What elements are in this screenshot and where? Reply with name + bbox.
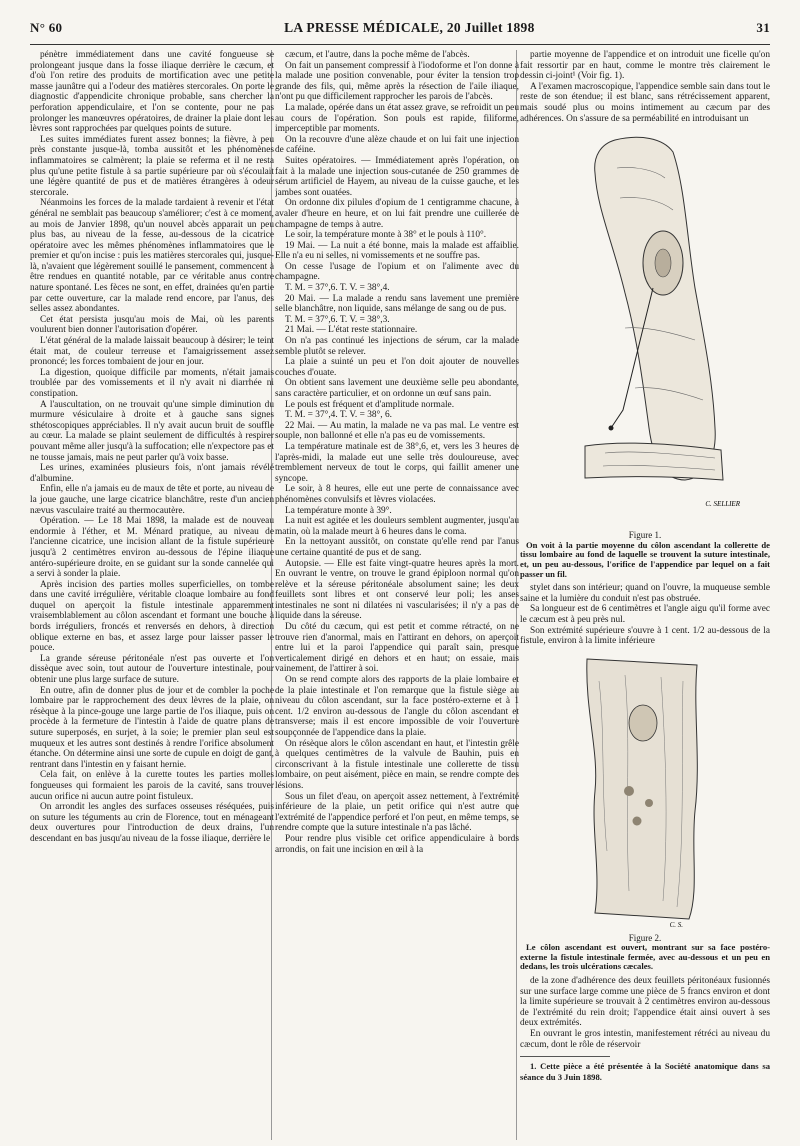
figure-1-illustration <box>545 128 745 528</box>
paragraph: Du côté du cæcum, qui est petit et comme rétracté, on ne trouve rien d'anormal, mais en l'attirant en dehors, on aperçoit entre lui et la paroi l'appendice qui paraît sain, presque verticalement dirigé en dehors et en haut; on essaie, mais vainement, de l'attirer à soi. <box>275 622 519 675</box>
paragraph: stylet dans son intérieur; quand on l'ouvre, la muqueuse semble saine et la lumière du conduit n'est pas obstruée. <box>520 583 770 604</box>
paragraph: Néanmoins les forces de la malade tardaient à revenir et l'état général ne semblait pas beaucoup s'améliorer; c'est à ce moment, au mois de Janvier 1898, qu'un nouvel abcès apparait un peu plus bas, au niveau de la fesse, au-dessous de la cicatrice opératoire avec les mêmes phénomènes inflammatoires que le premier et qu'on incise : puis les matières stercorales qui, jusque-là, n'avaient que légèrement souillé le pansement, commencent à être rendues en quantité notable, par ce véritable anus contre nature spontané. Les fèces ne sont, en effet, drainées qu'en partie par cette ouverture, car la malade rend encore, par l'anus, des selles assez abondantes. <box>30 198 274 315</box>
paragraph: En outre, afin de donner plus de jour et de combler la poche lombaire par le rapprochement des deux lèvres de la plaie, on résèque à la pince-gouge une large partie de l'os iliaque, puis on procède à la fermeture de l'intestin à l'aide de quatre plans de suture superposés, en surjet, à la soie; le premier plan seul est muqueux et les autres sont destinés à rendre l'orifice absolument étanche. On détermine ainsi une sorte de cupule en doigt de gant, rentrant dans l'intestin en y faisant hernie. <box>30 685 274 770</box>
paragraph: Après incision des parties molles superficielles, on tombe dans une cavité irrégulière, véritable cloaque lombaire au fond duquel on aperçoit la fistule intestinale apparemment vraisemblablement au côlon ascendant et formant une bouche à bords irréguliers, froncés et renversés en dehors, à direction oblique externe en bas, et assez large pour laisser passer le pouce. <box>30 579 274 654</box>
paragraph: 20 Mai. — La malade a rendu sans lavement une première selle blanchâtre, non liquide, sans mélange de sang ou de pus. <box>275 293 519 315</box>
ulceration-drawing <box>633 816 642 825</box>
paragraph: partie moyenne de l'appendice et on introduit une ficelle qu'on fait ressortir par en haut, comme le montre très clairement le dessin ci-joint¹ (Voir fig. 1). <box>520 50 770 82</box>
figure-2-illustration <box>565 651 725 931</box>
issue-number: N° 60 <box>30 20 63 35</box>
paragraph: La grande séreuse péritonéale n'est pas ouverte et l'on dissèque avec soin, tout autour de l'ouverture intestinale, pour obtenir une plus large surface de suture. <box>30 653 274 686</box>
paragraph: T. M. = 37°,4. T. V. = 38°, 6. <box>285 410 392 421</box>
paragraph: La malade, opérée dans un état assez grave, se refroidit un peu au cours de l'opération. Son pouls est rapide, filiforme, imperceptible par moments. <box>275 102 519 135</box>
paragraph: La température monte à 39°. <box>285 505 392 516</box>
paragraph: Sous un filet d'eau, on aperçoit assez nettement, à l'extrémité inférieure de la plaie, un petit orifice qui n'est autre que l'extrémité de l'appendice perforé et l'on peut, en même temps, se rendre compte que la suture intestinale n'a pas lâché. <box>275 791 519 834</box>
paragraph: On cesse l'usage de l'opium et on l'alimente avec du champagne. <box>275 261 519 283</box>
paragraph: 22 Mai. — Au matin, la malade ne va pas mal. Le ventre est souple, non ballonné et elle n'a pas eu de vomissements. <box>275 420 519 442</box>
paragraph: La température matinale est de 38°,6, et, vers les 3 heures de l'après-midi, la malade eut une selle très douloureuse, avec tremblement nerveux de tout le corps, qui faillit amener une syncope. <box>275 441 519 484</box>
paragraph: Cela fait, on enlève à la curette toutes les parties molles fongueuses qui formaient les parois de la cavité, sans trouver aucun orifice ni aucun autre point fistuleux. <box>30 770 274 802</box>
page-number: 31 <box>756 20 770 35</box>
closed-fistula-drawing <box>629 705 657 741</box>
paragraph: La digestion, quoique difficile par moments, n'était jamais troublée par des vomissements et il n'y avait ni diarrhée ni constipation. <box>30 367 274 399</box>
paragraph: 21 Mai. — L'état reste stationnaire. <box>285 325 418 336</box>
footnote-rule <box>520 1056 610 1057</box>
running-header <box>30 20 770 42</box>
paragraph: On résèque alors le côlon ascendant en haut, et l'intestin grêle à quelques centimètres de la valvule de Bauhin, puis en circonscrivant à la fistule intestinale une collerette de tissu lombaire, on peut aisément, pièce en main, se rendre compte des lésions. <box>275 738 519 791</box>
figure-2-signature: C. S. <box>669 920 683 929</box>
footnote: 1. Cette pièce a été présentée à la Société anatomique dans sa séance du 3 Juin 1898. <box>520 1061 770 1082</box>
paragraph: On n'a pas continué les injections de sérum, car la malade semble plutôt se relever. <box>275 336 519 357</box>
paragraph: La nuit est agitée et les douleurs semblent augmenter, jusqu'au matin, où la malade meurt à 6 heures dans le coma. <box>275 516 519 537</box>
paragraph: On ordonne dix pilules d'opium de 1 centigramme chacune, à avaler d'heure en heure, et on lui fait prendre une cuillerée de champagne de temps à autre. <box>275 198 519 230</box>
paragraph: Le pouls est fréquent et d'amplitude normale. <box>285 399 455 410</box>
paragraph: On la recouvre d'une alèze chaude et on lui fait une injection de caféine. <box>275 134 519 156</box>
figure-1-signature: C. SELLIER <box>705 500 740 509</box>
paragraph: 19 Mai. — La nuit a été bonne, mais la malade est affaiblie. Elle n'a eu ni selles, ni vomissements et ne souffre pas. <box>275 240 519 262</box>
column-left <box>30 50 274 1140</box>
paragraph: Les suites immédiates furent assez bonnes; la fièvre, à peu près constante jusque-là, tomba aussitôt et les phénomènes inflammatoires se calmèrent; la plaie se referma et il ne resta plus qu'une petite fistule à sa partie supérieure par où s'écoulait une légère quantité de pus et de matières étrangères à odeur stercorale. <box>30 134 274 198</box>
paragraph: pénètre immédiatement dans une cavité fongueuse se prolongeant jusque dans la fosse iliaque derrière le cæcum, et d'où l'on retire des produits de mortification avec une petite masse jaunâtre qui a l'odeur des matières stercorales. On porte le diagnostic d'appendicite chronique probable, sans chercher la perforation appendiculaire, et l'on se contente, pour ne pas prolonger les manœuvres opératoires, de drainer la plaie dont les lèvres sont rapprochées par quelques points de suture. <box>30 50 274 135</box>
ulceration-drawing <box>645 799 653 807</box>
ulceration-drawing <box>624 786 634 796</box>
paragraph: Cet état persista jusqu'au mois de Mai, où les parents voulurent bien donner l'autorisation d'opérer. <box>30 314 274 336</box>
paragraph: Le soir, à 8 heures, elle eut une perte de connaissance avec phénomènes convulsifs et lèvres violacées. <box>275 484 519 505</box>
paragraph: Suites opératoires. — Immédiatement après l'opération, on fait à la malade une injection sous-cutanée de 250 grammes de sérum artificiel de Hayem, au niveau de la cuisse gauche, et les jambes sont ouatées. <box>275 155 519 198</box>
column-middle <box>275 50 519 1140</box>
paragraph: T. M. = 37°,6. T. V. = 38°,3. <box>285 314 390 325</box>
paragraph: En la nettoyant aussitôt, on constate qu'elle rend par l'anus une certaine quantité de pus et de sang. <box>275 537 519 558</box>
paragraph: Son extrémité supérieure s'ouvre à 1 cent. 1/2 au-dessous de la fistule, environ à la limite inférieure <box>520 625 770 647</box>
figure-2-caption: Le côlon ascendant est ouvert, montrant sur sa face postéro-externe la fistule intestinale fermée, avec au-dessous et un peu en dedans, les trois ulcérations cæcales. <box>520 942 770 972</box>
paragraph: A l'examen macroscopique, l'appendice semble sain dans tout le reste de son étendue; il est blanc, sans rétrécissement apparent, mais soudé plus ou moins intimement au cæcum par des adhérences. On s'assure de sa perméabilité en introduisant un <box>520 81 770 124</box>
paragraph: Autopsie. — Elle est faite vingt-quatre heures après la mort. En ouvrant le ventre, on trouve le grand épiploon normal qu'on relève et la séreuse péritonéale absolument saine; les deux feuillets sont libres et ont conservé leur poli; les anses intestinales ne sont ni dilatées ni vascularisées; il n'y a pas de liquide dans la séreuse. <box>275 558 519 622</box>
paragraph: On se rend compte alors des rapports de la plaie lombaire et de la plaie intestinale et l'on remarque que la fistule siège au niveau du côlon ascendant, sur la face postéro-externe et à 1 cent. 1/2 environ au-dessous de l'angle du côlon ascendant et transverse; mais il est encore impossible de voir l'ouverture soupçonnée de l'appendice dans la plaie. <box>275 675 519 738</box>
header-rule <box>30 44 770 45</box>
figure-2-title: Figure 2. <box>628 932 662 943</box>
paragraph: On arrondit les angles des surfaces osseuses réséquées, puis on suture les téguments au crin de Florence, tout en ménageant deux ouvertures pour l'introduction de deux drains, l'un descendant en bas jusqu'au niveau de la fosse iliaque, derrière le <box>30 802 274 844</box>
paragraph: cæcum, et l'autre, dans la poche même de l'abcès. <box>285 50 470 60</box>
paragraph: Le soir, la température monte à 38° et le pouls à 110°. <box>285 230 487 241</box>
small-intestine-drawing <box>585 443 723 480</box>
paragraph: La plaie a suinté un peu et l'on doit ajouter de nouvelles couches d'ouate. <box>275 357 519 378</box>
paragraph: L'état général de la malade laissait beaucoup à désirer; le teint était mat, de couleur terreuse et l'amaigrissement assez prononcé; les forces tombaient de jour en jour. <box>30 336 274 368</box>
figure-1-caption: On voit à la partie moyenne du côlon ascendant la collerette de tissu lombaire au fond de laquelle se trouvent la suture intestinale, et, un peu au-dessous, l'orifice de l'appendice par lequel on a fait passer un fil. <box>520 539 770 579</box>
paragraph: T. M. = 37°,6. T. V. = 38°,4. <box>285 283 390 294</box>
paragraph: On fait un pansement compressif à l'iodoforme et l'on donne à la malade une position convenable, pour éviter la tension trop grande des fils, qui, même après la résection de l'aile iliaque, n'ont pu que difficilement rapprocher les parois de l'abcès. <box>275 60 519 103</box>
paragraph: On obtient sans lavement une deuxième selle peu abondante, sans caractère particulier, et on ordonne un œuf sans pain. <box>275 378 519 399</box>
paragraph: de la zone d'adhérence des deux feuillets péritonéaux fusionnés sur une surface large comme une pièce de 5 francs environ et dont la limite supérieure se trouvait à 2 centimètres environ au-dessous de l'extrémité du rein droit; l'appendice était ainsi ouvert à ses deux extrémités. <box>520 976 770 1029</box>
paragraph: Pour rendre plus visible cet orifice appendiculaire à bords arrondis, on fait une incision en œil à la <box>275 833 519 855</box>
journal-title-date: LA PRESSE MÉDICALE, 20 Juillet 1898 <box>284 20 535 35</box>
figure-1-title: Figure 1. <box>628 530 662 541</box>
column-right <box>520 50 770 1140</box>
paragraph: A l'auscultation, on ne trouvait qu'une simple diminution du murmure vésiculaire à droite et à gauche sans signes sthétoscopiques appréciables. Il n'y avait aucun bruit de souffle au cœur. La malade se plaint seulement de difficultés à respirer pouvant même aller jusqu'à la suffocation; elle n'expectore pas et ne tousse jamais, mais ne peut parler qu'à voix basse. <box>30 399 274 463</box>
paragraph: En ouvrant le gros intestin, manifestement rétréci au niveau du cæcum, dont le rôle de réservoir <box>520 1029 770 1050</box>
paragraph: Sa longueur est de 6 centimètres et l'angle aigu qu'il forme avec le cæcum est à peu près nul. <box>520 604 770 625</box>
paragraph: Opération. — Le 18 Mai 1898, la malade est de nouveau endormie à l'éther, et M. Ménard pratique, au niveau de l'ancienne cicatrice, une incision allant de la fistule supérieure jusqu'à 2 centimètres environ au-dessous de l'épine iliaque antéro-supérieure droite, en se guidant sur la sonde cannelée qui a servi à sonder la plaie. <box>30 516 274 580</box>
paragraph: Enfin, elle n'a jamais eu de maux de tête et porte, au niveau de la joue gauche, une large cicatrice blanchâtre, reste d'un ancien nævus vasculaire traité au thermocautère. <box>30 484 274 516</box>
paragraph: Les urines, examinées plusieurs fois, n'ont jamais révélé d'albumine. <box>30 463 274 484</box>
